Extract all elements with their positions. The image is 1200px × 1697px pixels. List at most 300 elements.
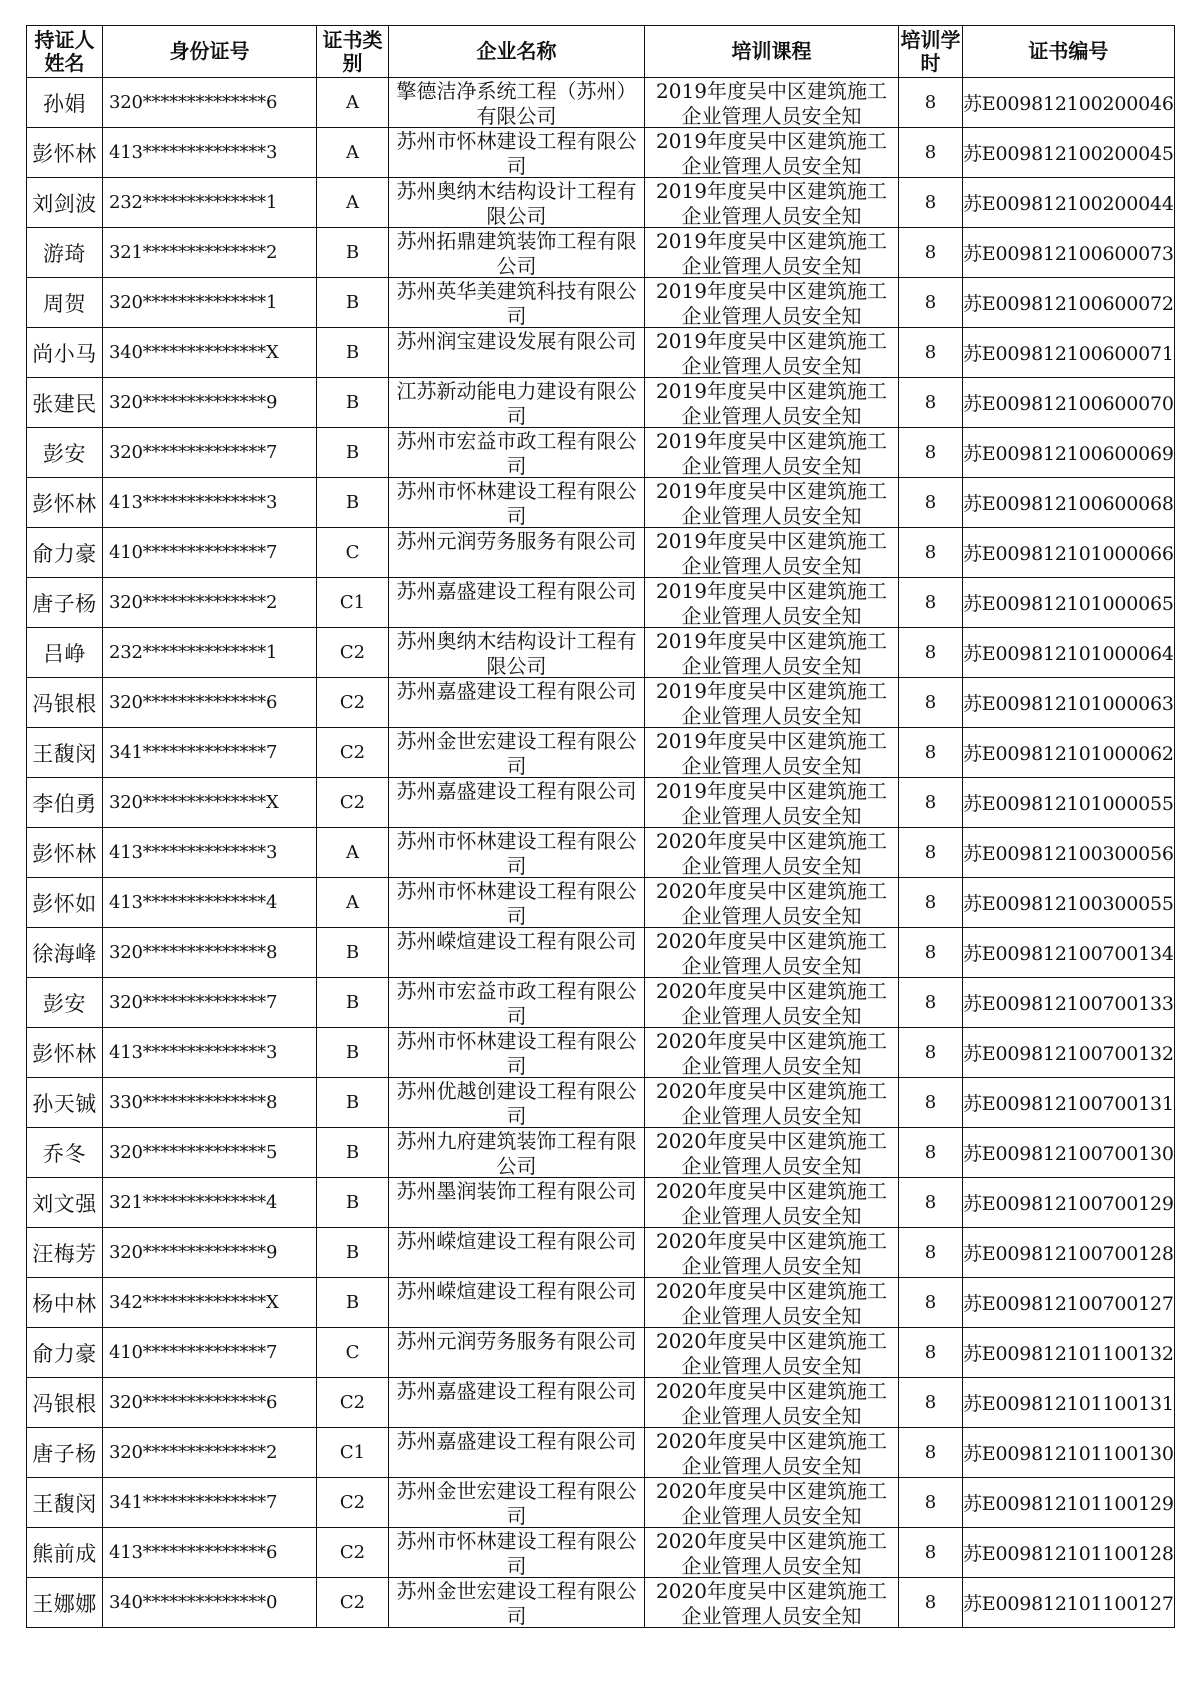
company-cell <box>389 628 645 678</box>
holder-name-cell: 唐子杨 <box>27 1428 103 1478</box>
holder-name-cell: 孙娟 <box>27 78 103 128</box>
header-hours: 培训学时 <box>899 26 963 78</box>
hours-cell: 8 <box>899 1328 963 1378</box>
cert-type-cell: B <box>317 378 389 428</box>
course-cell <box>645 578 899 628</box>
table-row <box>27 178 1175 228</box>
company-cell-text: 苏州市怀林建设工程有限公司 <box>396 129 637 176</box>
id-number-cell: 320**************7 <box>103 428 317 478</box>
table-row <box>27 128 1175 178</box>
course-cell-text: 2019年度吴中区建筑施工企业管理人员安全知 <box>656 279 887 326</box>
cert-type-cell: C2 <box>317 678 389 728</box>
id-number-cell: 320**************X <box>103 778 317 828</box>
company-cell-text: 苏州市怀林建设工程有限公司 <box>396 879 637 926</box>
cert-number-cell: 苏E009812101000055 <box>963 778 1175 828</box>
hours-cell: 8 <box>899 1528 963 1578</box>
company-cell <box>389 1328 645 1378</box>
company-cell <box>389 878 645 928</box>
company-cell-text: 苏州市怀林建设工程有限公司 <box>396 829 637 876</box>
cert-type-cell: A <box>317 128 389 178</box>
course-cell-text: 2019年度吴中区建筑施工企业管理人员安全知 <box>656 79 887 126</box>
cert-number-cell: 苏E009812100600072 <box>963 278 1175 328</box>
hours-cell: 8 <box>899 78 963 128</box>
id-number-cell: 320**************6 <box>103 1378 317 1428</box>
table-row <box>27 828 1175 878</box>
company-cell <box>389 428 645 478</box>
holder-name-cell: 游琦 <box>27 228 103 278</box>
table-row <box>27 228 1175 278</box>
course-cell-text: 2020年度吴中区建筑施工企业管理人员安全知 <box>656 979 887 1026</box>
hours-cell: 8 <box>899 1578 963 1628</box>
table-row <box>27 1328 1175 1378</box>
course-cell-text: 2019年度吴中区建筑施工企业管理人员安全知 <box>656 329 887 376</box>
company-cell <box>389 78 645 128</box>
course-cell <box>645 328 899 378</box>
table-row <box>27 1128 1175 1178</box>
company-cell <box>389 1378 645 1428</box>
course-cell <box>645 128 899 178</box>
cert-type-cell: B <box>317 428 389 478</box>
holder-name-cell: 乔冬 <box>27 1128 103 1178</box>
hours-cell: 8 <box>899 928 963 978</box>
course-cell <box>645 78 899 128</box>
id-number-cell: 413**************3 <box>103 1028 317 1078</box>
company-cell-text: 苏州元润劳务服务有限公司 <box>396 1329 637 1353</box>
cert-number-cell: 苏E009812100700128 <box>963 1228 1175 1278</box>
holder-name-cell: 王娜娜 <box>27 1578 103 1628</box>
course-cell-text: 2019年度吴中区建筑施工企业管理人员安全知 <box>656 679 887 726</box>
company-cell-text: 苏州金世宏建设工程有限公司 <box>396 729 637 776</box>
table-row <box>27 728 1175 778</box>
company-cell-text: 苏州元润劳务服务有限公司 <box>396 529 637 553</box>
course-cell-text: 2019年度吴中区建筑施工企业管理人员安全知 <box>656 379 887 426</box>
cert-number-cell: 苏E009812101100127 <box>963 1578 1175 1628</box>
course-cell-text: 2020年度吴中区建筑施工企业管理人员安全知 <box>656 1229 887 1276</box>
header-course: 培训课程 <box>645 26 899 78</box>
course-cell-text: 2020年度吴中区建筑施工企业管理人员安全知 <box>656 1129 887 1176</box>
table-row <box>27 1378 1175 1428</box>
hours-cell: 8 <box>899 1078 963 1128</box>
hours-cell: 8 <box>899 628 963 678</box>
id-number-cell: 232**************1 <box>103 628 317 678</box>
holder-name-cell: 彭怀林 <box>27 828 103 878</box>
table-row <box>27 578 1175 628</box>
company-cell <box>389 1178 645 1228</box>
table-row <box>27 78 1175 128</box>
course-cell <box>645 528 899 578</box>
holder-name-cell: 冯银根 <box>27 678 103 728</box>
course-cell <box>645 1428 899 1478</box>
hours-cell: 8 <box>899 428 963 478</box>
company-cell-text: 苏州嘉盛建设工程有限公司 <box>396 579 637 603</box>
id-number-cell: 321**************4 <box>103 1178 317 1228</box>
cert-number-cell: 苏E009812100200044 <box>963 178 1175 228</box>
id-number-cell: 413**************3 <box>103 128 317 178</box>
table-row <box>27 678 1175 728</box>
cert-number-cell: 苏E009812100700132 <box>963 1028 1175 1078</box>
hours-cell: 8 <box>899 1178 963 1228</box>
course-cell <box>645 1578 899 1628</box>
company-cell-text: 苏州嵘煊建设工程有限公司 <box>396 1279 637 1303</box>
cert-number-cell: 苏E009812100200046 <box>963 78 1175 128</box>
course-cell <box>645 1128 899 1178</box>
table-row <box>27 978 1175 1028</box>
hours-cell: 8 <box>899 178 963 228</box>
cert-number-cell: 苏E009812100300056 <box>963 828 1175 878</box>
holder-name-cell: 彭怀林 <box>27 128 103 178</box>
course-cell <box>645 778 899 828</box>
course-cell <box>645 378 899 428</box>
holder-name-cell: 汪梅芳 <box>27 1228 103 1278</box>
cert-number-cell: 苏E009812100700127 <box>963 1278 1175 1328</box>
company-cell-text: 苏州墨润装饰工程有限公司 <box>396 1179 637 1203</box>
cert-number-cell: 苏E009812100700129 <box>963 1178 1175 1228</box>
holder-name-cell: 俞力豪 <box>27 1328 103 1378</box>
cert-type-cell: B <box>317 1028 389 1078</box>
cert-number-cell: 苏E009812101100131 <box>963 1378 1175 1428</box>
cert-number-cell: 苏E009812100300055 <box>963 878 1175 928</box>
cert-type-cell: C <box>317 528 389 578</box>
holder-name-cell: 吕峥 <box>27 628 103 678</box>
company-cell <box>389 478 645 528</box>
course-cell-text: 2019年度吴中区建筑施工企业管理人员安全知 <box>656 529 887 576</box>
company-cell <box>389 1028 645 1078</box>
holder-name-cell: 彭安 <box>27 428 103 478</box>
header-holder-name: 持证人姓名 <box>27 26 103 78</box>
company-cell-text: 苏州嘉盛建设工程有限公司 <box>396 679 637 703</box>
course-cell <box>645 628 899 678</box>
course-cell-text: 2020年度吴中区建筑施工企业管理人员安全知 <box>656 1079 887 1126</box>
id-number-cell: 320**************7 <box>103 978 317 1028</box>
cert-number-cell: 苏E009812100600069 <box>963 428 1175 478</box>
course-cell-text: 2020年度吴中区建筑施工企业管理人员安全知 <box>656 1529 887 1576</box>
id-number-cell: 410**************7 <box>103 1328 317 1378</box>
id-number-cell: 413**************3 <box>103 828 317 878</box>
table-row <box>27 878 1175 928</box>
company-cell-text: 苏州市怀林建设工程有限公司 <box>396 1529 637 1576</box>
holder-name-cell: 熊前成 <box>27 1528 103 1578</box>
cert-type-cell: C1 <box>317 578 389 628</box>
id-number-cell: 413**************4 <box>103 878 317 928</box>
company-cell <box>389 1428 645 1478</box>
id-number-cell: 410**************7 <box>103 528 317 578</box>
header-cert-number: 证书编号 <box>963 26 1175 78</box>
id-number-cell: 321**************2 <box>103 228 317 278</box>
company-cell-text: 苏州嘉盛建设工程有限公司 <box>396 779 637 803</box>
table-row <box>27 1278 1175 1328</box>
hours-cell: 8 <box>899 378 963 428</box>
id-number-cell: 320**************9 <box>103 378 317 428</box>
holder-name-cell: 李伯勇 <box>27 778 103 828</box>
id-number-cell: 413**************6 <box>103 1528 317 1578</box>
company-cell-text: 苏州市宏益市政工程有限公司 <box>396 429 637 476</box>
id-number-cell: 340**************X <box>103 328 317 378</box>
cert-number-cell: 苏E009812101000065 <box>963 578 1175 628</box>
id-number-cell: 320**************1 <box>103 278 317 328</box>
cert-number-cell: 苏E009812101000064 <box>963 628 1175 678</box>
id-number-cell: 320**************6 <box>103 78 317 128</box>
holder-name-cell: 冯银根 <box>27 1378 103 1428</box>
company-cell <box>389 1478 645 1528</box>
table-row <box>27 1178 1175 1228</box>
company-cell <box>389 1228 645 1278</box>
course-cell <box>645 178 899 228</box>
table-row <box>27 928 1175 978</box>
holder-name-cell: 俞力豪 <box>27 528 103 578</box>
cert-type-cell: B <box>317 928 389 978</box>
course-cell <box>645 1028 899 1078</box>
table-row <box>27 478 1175 528</box>
course-cell <box>645 1528 899 1578</box>
company-cell <box>389 1078 645 1128</box>
cert-type-cell: B <box>317 478 389 528</box>
cert-type-cell: B <box>317 228 389 278</box>
cert-number-cell: 苏E009812101100130 <box>963 1428 1175 1478</box>
company-cell-text: 苏州嘉盛建设工程有限公司 <box>396 1429 637 1453</box>
cert-type-cell: A <box>317 78 389 128</box>
id-number-cell: 341**************7 <box>103 728 317 778</box>
company-cell-text: 苏州奥纳木结构设计工程有限公司 <box>396 179 637 226</box>
table-row <box>27 1078 1175 1128</box>
course-cell <box>645 1178 899 1228</box>
course-cell-text: 2020年度吴中区建筑施工企业管理人员安全知 <box>656 1329 887 1376</box>
course-cell-text: 2019年度吴中区建筑施工企业管理人员安全知 <box>656 579 887 626</box>
course-cell-text: 2020年度吴中区建筑施工企业管理人员安全知 <box>656 1179 887 1226</box>
course-cell <box>645 828 899 878</box>
course-cell <box>645 428 899 478</box>
cert-type-cell: B <box>317 278 389 328</box>
course-cell <box>645 228 899 278</box>
cert-type-cell: C2 <box>317 1478 389 1528</box>
course-cell-text: 2020年度吴中区建筑施工企业管理人员安全知 <box>656 1279 887 1326</box>
holder-name-cell: 刘文强 <box>27 1178 103 1228</box>
holder-name-cell: 孙天铖 <box>27 1078 103 1128</box>
company-cell <box>389 1528 645 1578</box>
header-company: 企业名称 <box>389 26 645 78</box>
course-cell-text: 2019年度吴中区建筑施工企业管理人员安全知 <box>656 629 887 676</box>
course-cell <box>645 1328 899 1378</box>
company-cell <box>389 178 645 228</box>
company-cell-text: 苏州金世宏建设工程有限公司 <box>396 1479 637 1526</box>
table-row <box>27 528 1175 578</box>
hours-cell: 8 <box>899 678 963 728</box>
course-cell-text: 2020年度吴中区建筑施工企业管理人员安全知 <box>656 929 887 976</box>
company-cell <box>389 728 645 778</box>
cert-number-cell: 苏E009812101100129 <box>963 1478 1175 1528</box>
hours-cell: 8 <box>899 478 963 528</box>
company-cell-text: 苏州嘉盛建设工程有限公司 <box>396 1379 637 1403</box>
id-number-cell: 341**************7 <box>103 1478 317 1528</box>
holder-name-cell: 周贺 <box>27 278 103 328</box>
certificate-table <box>26 25 1175 1628</box>
company-cell <box>389 378 645 428</box>
course-cell-text: 2019年度吴中区建筑施工企业管理人员安全知 <box>656 229 887 276</box>
course-cell-text: 2020年度吴中区建筑施工企业管理人员安全知 <box>656 1579 887 1626</box>
company-cell <box>389 578 645 628</box>
company-cell-text: 擎德洁净系统工程（苏州）有限公司 <box>396 79 637 126</box>
holder-name-cell: 刘剑波 <box>27 178 103 228</box>
holder-name-cell: 徐海峰 <box>27 928 103 978</box>
cert-number-cell: 苏E009812101000062 <box>963 728 1175 778</box>
company-cell-text: 苏州嵘煊建设工程有限公司 <box>396 1229 637 1253</box>
company-cell-text: 苏州嵘煊建设工程有限公司 <box>396 929 637 953</box>
company-cell <box>389 778 645 828</box>
table-row <box>27 1528 1175 1578</box>
company-cell <box>389 678 645 728</box>
company-cell <box>389 128 645 178</box>
cert-number-cell: 苏E009812100600070 <box>963 378 1175 428</box>
course-cell-text: 2020年度吴中区建筑施工企业管理人员安全知 <box>656 1429 887 1476</box>
company-cell-text: 苏州市宏益市政工程有限公司 <box>396 979 637 1026</box>
course-cell <box>645 1078 899 1128</box>
hours-cell: 8 <box>899 878 963 928</box>
cert-type-cell: B <box>317 1228 389 1278</box>
cert-type-cell: B <box>317 328 389 378</box>
course-cell <box>645 928 899 978</box>
holder-name-cell: 彭怀如 <box>27 878 103 928</box>
hours-cell: 8 <box>899 1378 963 1428</box>
table-row <box>27 1028 1175 1078</box>
course-cell-text: 2020年度吴中区建筑施工企业管理人员安全知 <box>656 829 887 876</box>
cert-type-cell: A <box>317 178 389 228</box>
cert-type-cell: C1 <box>317 1428 389 1478</box>
cert-type-cell: B <box>317 1078 389 1128</box>
course-cell <box>645 1278 899 1328</box>
company-cell <box>389 1278 645 1328</box>
holder-name-cell: 彭怀林 <box>27 1028 103 1078</box>
hours-cell: 8 <box>899 728 963 778</box>
id-number-cell: 342**************X <box>103 1278 317 1328</box>
table-row <box>27 778 1175 828</box>
course-cell-text: 2019年度吴中区建筑施工企业管理人员安全知 <box>656 779 887 826</box>
cert-number-cell: 苏E009812100700133 <box>963 978 1175 1028</box>
hours-cell: 8 <box>899 1428 963 1478</box>
hours-cell: 8 <box>899 228 963 278</box>
table-row <box>27 1578 1175 1628</box>
company-cell-text: 苏州金世宏建设工程有限公司 <box>396 1579 637 1626</box>
company-cell-text: 苏州润宝建设发展有限公司 <box>396 329 637 353</box>
course-cell <box>645 1478 899 1528</box>
table-row <box>27 328 1175 378</box>
hours-cell: 8 <box>899 528 963 578</box>
table-header <box>27 26 1175 78</box>
cert-type-cell: B <box>317 1278 389 1328</box>
id-number-cell: 320**************5 <box>103 1128 317 1178</box>
course-cell <box>645 878 899 928</box>
id-number-cell: 320**************6 <box>103 678 317 728</box>
table-row <box>27 378 1175 428</box>
cert-type-cell: B <box>317 1128 389 1178</box>
cert-number-cell: 苏E009812100600071 <box>963 328 1175 378</box>
hours-cell: 8 <box>899 778 963 828</box>
hours-cell: 8 <box>899 1228 963 1278</box>
company-cell-text: 苏州九府建筑装饰工程有限公司 <box>396 1129 637 1176</box>
hours-cell: 8 <box>899 1128 963 1178</box>
course-cell-text: 2019年度吴中区建筑施工企业管理人员安全知 <box>656 179 887 226</box>
holder-name-cell: 杨中林 <box>27 1278 103 1328</box>
company-cell-text: 苏州英华美建筑科技有限公司 <box>396 279 637 326</box>
cert-type-cell: C2 <box>317 728 389 778</box>
id-number-cell: 330**************8 <box>103 1078 317 1128</box>
company-cell <box>389 978 645 1028</box>
id-number-cell: 320**************2 <box>103 578 317 628</box>
header-id-number: 身份证号 <box>103 26 317 78</box>
hours-cell: 8 <box>899 1278 963 1328</box>
cert-type-cell: C2 <box>317 1578 389 1628</box>
cert-number-cell: 苏E009812100200045 <box>963 128 1175 178</box>
holder-name-cell: 王馥闵 <box>27 1478 103 1528</box>
course-cell-text: 2020年度吴中区建筑施工企业管理人员安全知 <box>656 1029 887 1076</box>
header-row <box>27 26 1175 78</box>
company-cell-text: 江苏新动能电力建设有限公司 <box>396 379 637 426</box>
table-body <box>27 78 1175 1628</box>
header-cert-type: 证书类别 <box>317 26 389 78</box>
holder-name-cell: 张建民 <box>27 378 103 428</box>
hours-cell: 8 <box>899 578 963 628</box>
table-row <box>27 628 1175 678</box>
cert-number-cell: 苏E009812100700134 <box>963 928 1175 978</box>
course-cell <box>645 478 899 528</box>
cert-number-cell: 苏E009812100700130 <box>963 1128 1175 1178</box>
cert-type-cell: A <box>317 828 389 878</box>
company-cell-text: 苏州市怀林建设工程有限公司 <box>396 479 637 526</box>
table-row <box>27 278 1175 328</box>
holder-name-cell: 彭怀林 <box>27 478 103 528</box>
course-cell <box>645 1378 899 1428</box>
hours-cell: 8 <box>899 278 963 328</box>
cert-type-cell: C2 <box>317 778 389 828</box>
id-number-cell: 413**************3 <box>103 478 317 528</box>
cert-number-cell: 苏E009812101100128 <box>963 1528 1175 1578</box>
company-cell <box>389 528 645 578</box>
course-cell-text: 2020年度吴中区建筑施工企业管理人员安全知 <box>656 1379 887 1426</box>
table-row <box>27 1228 1175 1278</box>
hours-cell: 8 <box>899 328 963 378</box>
cert-number-cell: 苏E009812100700131 <box>963 1078 1175 1128</box>
hours-cell: 8 <box>899 978 963 1028</box>
cert-type-cell: C2 <box>317 1528 389 1578</box>
company-cell <box>389 928 645 978</box>
id-number-cell: 320**************9 <box>103 1228 317 1278</box>
company-cell <box>389 828 645 878</box>
company-cell-text: 苏州拓鼎建筑装饰工程有限公司 <box>396 229 637 276</box>
hours-cell: 8 <box>899 828 963 878</box>
course-cell-text: 2020年度吴中区建筑施工企业管理人员安全知 <box>656 879 887 926</box>
holder-name-cell: 彭安 <box>27 978 103 1028</box>
company-cell <box>389 328 645 378</box>
cert-number-cell: 苏E009812101000066 <box>963 528 1175 578</box>
course-cell <box>645 678 899 728</box>
company-cell <box>389 1128 645 1178</box>
cert-number-cell: 苏E009812101000063 <box>963 678 1175 728</box>
course-cell-text: 2019年度吴中区建筑施工企业管理人员安全知 <box>656 129 887 176</box>
cert-type-cell: A <box>317 878 389 928</box>
table-row <box>27 428 1175 478</box>
course-cell-text: 2019年度吴中区建筑施工企业管理人员安全知 <box>656 479 887 526</box>
cert-type-cell: B <box>317 1178 389 1228</box>
holder-name-cell: 唐子杨 <box>27 578 103 628</box>
company-cell <box>389 1578 645 1628</box>
course-cell <box>645 1228 899 1278</box>
id-number-cell: 340**************0 <box>103 1578 317 1628</box>
cert-type-cell: C <box>317 1328 389 1378</box>
cert-type-cell: B <box>317 978 389 1028</box>
cert-number-cell: 苏E009812101100132 <box>963 1328 1175 1378</box>
company-cell <box>389 278 645 328</box>
table-row <box>27 1428 1175 1478</box>
hours-cell: 8 <box>899 1478 963 1528</box>
course-cell-text: 2020年度吴中区建筑施工企业管理人员安全知 <box>656 1479 887 1526</box>
